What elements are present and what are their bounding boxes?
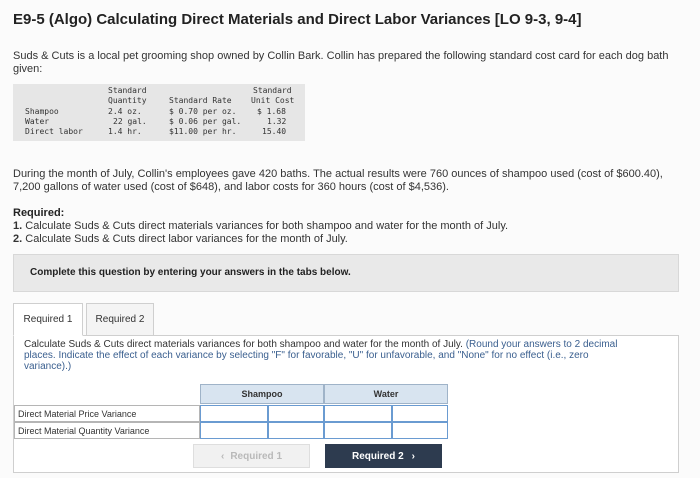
shampoo-price-variance-effect[interactable] <box>268 405 324 422</box>
tab-required-2[interactable]: Required 2 <box>86 303 154 336</box>
next-required-button[interactable] <box>325 444 442 468</box>
water-price-variance-amount[interactable] <box>324 405 392 422</box>
row-name-water: Water <box>25 117 50 126</box>
row-cost-direct-labor: 15.40 <box>262 127 287 136</box>
header-rate: Standard Rate <box>169 96 232 105</box>
header-cost-line1: Standard <box>253 86 292 95</box>
required-item-text: Calculate Suds & Cuts direct labor variances for the month of July. <box>25 233 348 245</box>
row-cost-shampoo: $ 1.68 <box>257 107 286 116</box>
scenario-text: During the month of July, Collin's employees gave 420 baths. The actual results were 760 ounces of shampoo used (cost of $600.40), 7,200 gallons of water used (cost of $648), and labor costs for 360 hours (cost of $4,536). <box>13 168 663 193</box>
instructions-banner <box>13 254 679 292</box>
water-price-variance-effect[interactable] <box>392 405 448 422</box>
intro-text: Suds & Cuts is a local pet grooming shop owned by Collin Bark. Collin has prepared the following standard cost card for each dog bath given: <box>13 50 669 75</box>
header-cost-line2: Unit Cost <box>251 96 295 105</box>
row-name-direct-labor: Direct labor <box>25 127 83 136</box>
required-heading: Required: <box>13 207 65 219</box>
column-header-shampoo: Shampoo <box>200 384 324 404</box>
row-label-quantity-variance: Direct Material Quantity Variance <box>14 422 200 439</box>
row-qty-water: 22 gal. <box>113 117 147 126</box>
instructions-hint: (Round your answers to 2 decimal places. Indicate the effect of each variance by selecting "F" for favorable, "U" for unfavorable, and "None" for no effect (i.e., zero variance).) <box>24 339 618 372</box>
question-instructions <box>24 339 624 372</box>
row-qty-direct-labor: 1.4 hr. <box>108 127 142 136</box>
header-quantity-line2: Quantity <box>108 96 147 105</box>
instructions-main: Calculate Suds & Cuts direct materials variances for both shampoo and water for the month of July. <box>24 339 463 350</box>
row-rate-shampoo: $ 0.70 per oz. <box>169 107 237 116</box>
shampoo-quantity-variance-amount[interactable] <box>200 422 268 439</box>
header-quantity-line1: Standard <box>108 86 147 95</box>
next-button-label: Required 2 <box>351 450 404 462</box>
row-cost-water: 1.32 <box>267 117 287 126</box>
required-item-number: 1. <box>13 220 23 232</box>
water-quantity-variance-amount[interactable] <box>324 422 392 439</box>
required-item-2 <box>13 233 348 245</box>
required-item-1 <box>13 220 508 232</box>
prev-button-label: Required 1 <box>230 450 283 462</box>
row-rate-water: $ 0.06 per gal. <box>169 117 242 126</box>
row-label-price-variance: Direct Material Price Variance <box>14 405 200 422</box>
row-qty-shampoo: 2.4 oz. <box>108 107 142 116</box>
chevron-left-icon: ‹ <box>220 450 225 462</box>
prev-required-button[interactable] <box>193 444 310 468</box>
water-quantity-variance-effect[interactable] <box>392 422 448 439</box>
shampoo-quantity-variance-effect[interactable] <box>268 422 324 439</box>
row-name-shampoo: Shampoo <box>25 107 59 116</box>
row-rate-direct-labor: $11.00 per hr. <box>169 127 237 136</box>
shampoo-price-variance-amount[interactable] <box>200 405 268 422</box>
tab-required-1[interactable]: Required 1 <box>13 303 83 336</box>
chevron-right-icon: › <box>411 450 416 462</box>
column-header-water: Water <box>324 384 448 404</box>
required-item-number: 2. <box>13 233 23 245</box>
instructions-banner-text: Complete this question by entering your answers in the tabs below. <box>30 267 351 278</box>
standard-cost-card <box>13 84 305 141</box>
page-title: E9-5 (Algo) Calculating Direct Materials and Direct Labor Variances [LO 9-3, 9-4] <box>13 11 582 28</box>
required-item-text: Calculate Suds & Cuts direct materials variances for both shampoo and water for the month of July. <box>25 220 509 232</box>
